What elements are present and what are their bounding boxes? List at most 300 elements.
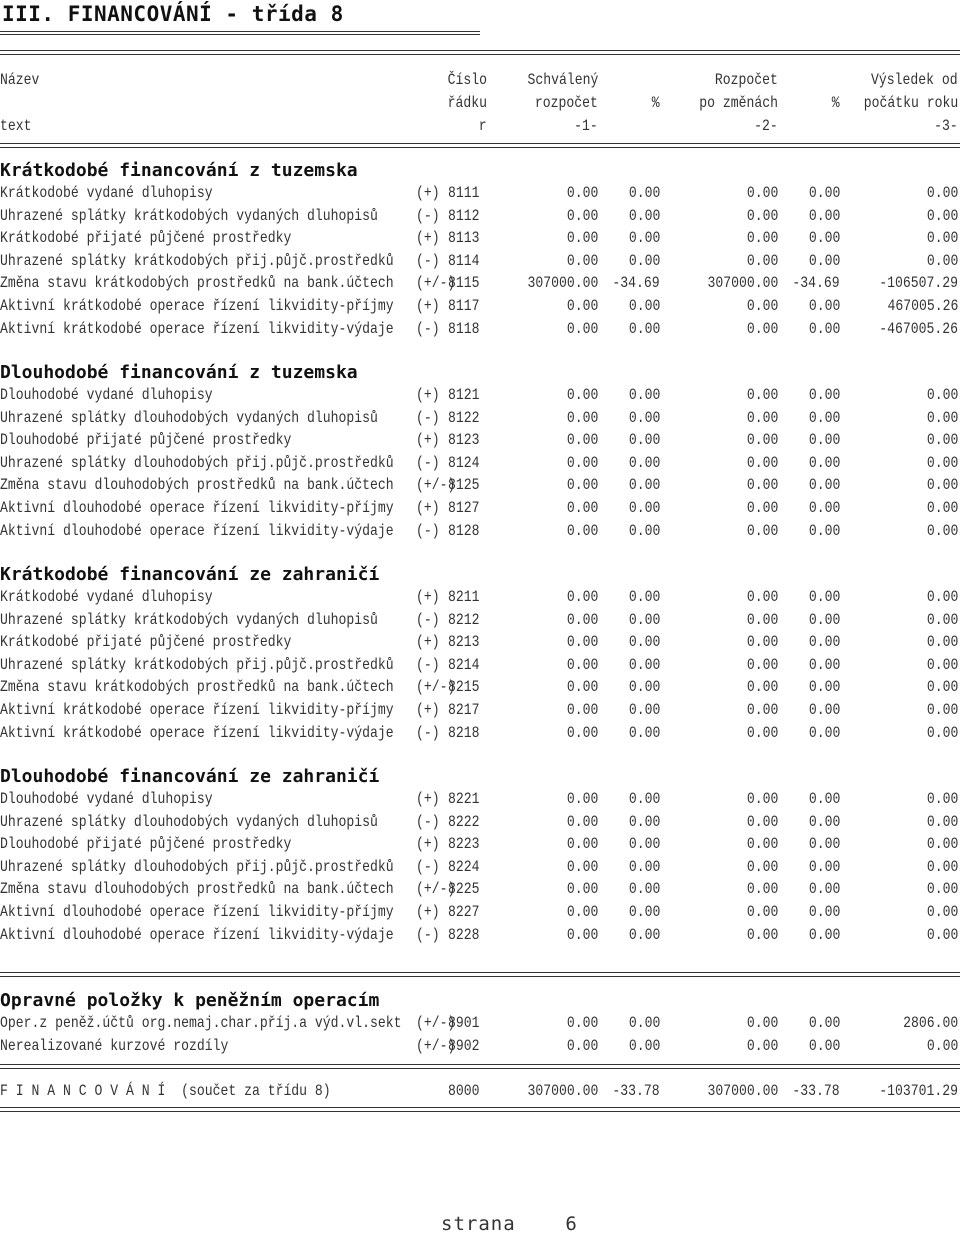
section-title: Dlouhodobé financování ze zahraničí	[0, 766, 380, 787]
row-pct-1: 0.00	[628, 409, 660, 427]
row-line-number: 8225	[448, 880, 480, 898]
row-po-zmenach: 0.00	[746, 926, 778, 944]
row-pct-1: 0.00	[628, 297, 660, 315]
row-vysledek: -106507.29	[879, 274, 958, 292]
row-schvaleny: 0.00	[566, 184, 598, 202]
table-row	[0, 452, 960, 474]
row-name: Aktivní krátkodobé operace řízení likvidity-výdaje	[0, 724, 394, 742]
row-line-number: 8118	[448, 320, 480, 338]
row-pct-1: 0.00	[628, 207, 660, 225]
header-rozpocet: Rozpočet	[715, 71, 778, 89]
total-pct-2: -33.78	[792, 1082, 840, 1100]
row-vysledek: 0.00	[926, 386, 958, 404]
row-pct-2: 0.00	[808, 184, 840, 202]
row-schvaleny: 0.00	[566, 431, 598, 449]
row-line-number: 8228	[448, 926, 480, 944]
row-vysledek: 0.00	[926, 835, 958, 853]
row-sign: (+)	[416, 499, 440, 517]
table-row	[0, 788, 960, 810]
row-sign: (-)	[416, 320, 440, 338]
table-row	[0, 609, 960, 631]
row-pct-2: 0.00	[808, 858, 840, 876]
row-line-number: 8227	[448, 903, 480, 921]
row-pct-1: 0.00	[628, 701, 660, 719]
table-row	[0, 429, 960, 451]
row-line-number: 8124	[448, 454, 480, 472]
row-pct-2: 0.00	[808, 386, 840, 404]
row-vysledek: 0.00	[926, 813, 958, 831]
row-pct-2: 0.00	[808, 633, 840, 651]
row-pct-2: 0.00	[808, 207, 840, 225]
row-vysledek: 0.00	[926, 724, 958, 742]
row-pct-1: 0.00	[628, 184, 660, 202]
row-vysledek: 0.00	[926, 409, 958, 427]
table-row	[0, 250, 960, 272]
row-schvaleny: 0.00	[566, 297, 598, 315]
row-schvaleny: 0.00	[566, 454, 598, 472]
row-schvaleny: 0.00	[566, 476, 598, 494]
row-po-zmenach: 0.00	[746, 880, 778, 898]
row-line-number: 8125	[448, 476, 480, 494]
row-po-zmenach: 0.00	[746, 252, 778, 270]
row-name: Změna stavu krátkodobých prostředků na bank.účtech	[0, 678, 394, 696]
row-sign: (+/-)	[416, 880, 456, 898]
row-schvaleny: 0.00	[566, 252, 598, 270]
row-vysledek: 0.00	[926, 903, 958, 921]
row-po-zmenach: 0.00	[746, 229, 778, 247]
row-pct-1: 0.00	[628, 229, 660, 247]
row-po-zmenach: 0.00	[746, 184, 778, 202]
table-row	[0, 856, 960, 878]
row-vysledek: 0.00	[926, 454, 958, 472]
table-row	[0, 833, 960, 855]
row-line-number: 8211	[448, 588, 480, 606]
row-pct-2: 0.00	[808, 297, 840, 315]
section-title: Krátkodobé financování ze zahraničí	[0, 564, 380, 585]
row-pct-1: 0.00	[628, 835, 660, 853]
row-pct-1: 0.00	[628, 724, 660, 742]
row-line-number: 8111	[448, 184, 480, 202]
row-pct-1: -34.69	[612, 274, 660, 292]
row-sign: (+)	[416, 835, 440, 853]
row-po-zmenach: 0.00	[746, 1037, 778, 1055]
row-schvaleny: 0.00	[566, 386, 598, 404]
row-schvaleny: 0.00	[566, 858, 598, 876]
row-name: Krátkodobé přijaté půjčené prostředky	[0, 229, 292, 247]
section-title: Krátkodobé financování z tuzemska	[0, 160, 358, 181]
row-sign: (+)	[416, 790, 440, 808]
row-schvaleny: 0.00	[566, 207, 598, 225]
row-schvaleny: 0.00	[566, 229, 598, 247]
total-label: F I N A N C O V Á N Í (součet za třídu 8)	[0, 1082, 331, 1100]
row-line-number: 8215	[448, 678, 480, 696]
header-radku: řádku	[447, 94, 487, 112]
row-pct-2: 0.00	[808, 588, 840, 606]
table-row	[0, 811, 960, 833]
table-row	[0, 699, 960, 721]
row-pct-2: 0.00	[808, 656, 840, 674]
table-row	[0, 205, 960, 227]
title-underline-2	[0, 34, 480, 35]
row-line-number: 8114	[448, 252, 480, 270]
table-row	[0, 901, 960, 923]
row-pct-1: 0.00	[628, 431, 660, 449]
table-row	[0, 722, 960, 744]
row-sign: (+)	[416, 903, 440, 921]
row-pct-1: 0.00	[628, 903, 660, 921]
header-top-rule	[0, 50, 960, 55]
row-vysledek: 0.00	[926, 229, 958, 247]
row-line-number: 8212	[448, 611, 480, 629]
row-schvaleny: 0.00	[566, 499, 598, 517]
row-sign: (+)	[416, 184, 440, 202]
row-pct-2: 0.00	[808, 678, 840, 696]
footer-label: strana	[441, 1213, 516, 1235]
row-line-number: 8121	[448, 386, 480, 404]
row-vysledek: 467005.26	[887, 297, 958, 315]
row-schvaleny: 0.00	[566, 1014, 598, 1032]
row-name: Krátkodobé vydané dluhopisy	[0, 184, 213, 202]
row-name: Dlouhodobé vydané dluhopisy	[0, 386, 213, 404]
row-sign: (+)	[416, 297, 440, 315]
row-pct-2: 0.00	[808, 611, 840, 629]
row-po-zmenach: 0.00	[746, 701, 778, 719]
row-name: Aktivní krátkodobé operace řízení likvidity-příjmy	[0, 701, 394, 719]
table-row	[0, 586, 960, 608]
total-bottom-rule	[0, 1107, 960, 1112]
row-po-zmenach: 0.00	[746, 207, 778, 225]
row-sign: (+/-)	[416, 476, 456, 494]
row-line-number: 8221	[448, 790, 480, 808]
row-vysledek: 0.00	[926, 499, 958, 517]
row-vysledek: -467005.26	[879, 320, 958, 338]
row-schvaleny: 0.00	[566, 1037, 598, 1055]
row-schvaleny: 0.00	[566, 656, 598, 674]
row-name: Uhrazené splátky krátkodobých přij.půjč.prostředků	[0, 252, 394, 270]
row-po-zmenach: 0.00	[746, 522, 778, 540]
row-pct-2: 0.00	[808, 790, 840, 808]
row-vysledek: 0.00	[926, 880, 958, 898]
row-pct-2: 0.00	[808, 880, 840, 898]
table-row	[0, 182, 960, 204]
table-row	[0, 631, 960, 653]
row-pct-1: 0.00	[628, 386, 660, 404]
row-line-number: 8117	[448, 297, 480, 315]
row-po-zmenach: 0.00	[746, 409, 778, 427]
row-sign: (-)	[416, 252, 440, 270]
row-pct-2: 0.00	[808, 1037, 840, 1055]
row-line-number: 8122	[448, 409, 480, 427]
row-pct-2: 0.00	[808, 320, 840, 338]
opravne-top-rule	[0, 972, 960, 977]
total-vysledek: -103701.29	[879, 1082, 958, 1100]
row-schvaleny: 0.00	[566, 678, 598, 696]
row-vysledek: 0.00	[926, 522, 958, 540]
row-po-zmenach: 0.00	[746, 678, 778, 696]
row-schvaleny: 0.00	[566, 790, 598, 808]
row-schvaleny: 0.00	[566, 701, 598, 719]
header-rozpocet-1: rozpočet	[535, 94, 598, 112]
row-pct-1: 0.00	[628, 813, 660, 831]
row-po-zmenach: 0.00	[746, 633, 778, 651]
row-po-zmenach: 0.00	[746, 588, 778, 606]
header-pct-2: %	[832, 94, 840, 112]
row-line-number: 8213	[448, 633, 480, 651]
row-vysledek: 2806.00	[902, 1014, 958, 1032]
row-pct-1: 0.00	[628, 588, 660, 606]
section-title: Opravné položky k peněžním operacím	[0, 990, 380, 1011]
row-pct-2: 0.00	[808, 813, 840, 831]
table-row	[0, 520, 960, 542]
row-line-number: 8223	[448, 835, 480, 853]
row-vysledek: 0.00	[926, 588, 958, 606]
row-pct-2: 0.00	[808, 1014, 840, 1032]
header-name: Název	[0, 71, 40, 89]
row-pct-1: 0.00	[628, 499, 660, 517]
row-po-zmenach: 0.00	[746, 431, 778, 449]
row-name: Uhrazené splátky krátkodobých vydaných dluhopisů	[0, 207, 378, 225]
row-line-number: 8214	[448, 656, 480, 674]
row-sign: (-)	[416, 522, 440, 540]
row-sign: (-)	[416, 409, 440, 427]
table-row	[0, 924, 960, 946]
row-line-number: 8113	[448, 229, 480, 247]
total-schvaleny: 307000.00	[527, 1082, 598, 1100]
row-line-number: 8115	[448, 274, 480, 292]
total-line-number: 8000	[448, 1082, 480, 1100]
row-pct-2: 0.00	[808, 701, 840, 719]
row-vysledek: 0.00	[926, 633, 958, 651]
row-vysledek: 0.00	[926, 476, 958, 494]
row-name: Oper.z peněž.účtů org.nemaj.char.příj.a výd.vl.sekt	[0, 1014, 402, 1032]
row-po-zmenach: 0.00	[746, 386, 778, 404]
row-pct-2: 0.00	[808, 409, 840, 427]
row-sign: (+/-)	[416, 678, 456, 696]
table-row	[0, 474, 960, 496]
row-pct-1: 0.00	[628, 633, 660, 651]
row-name: Změna stavu dlouhodobých prostředků na bank.účtech	[0, 476, 394, 494]
row-line-number: 8224	[448, 858, 480, 876]
row-pct-1: 0.00	[628, 790, 660, 808]
row-schvaleny: 307000.00	[527, 274, 598, 292]
row-schvaleny: 0.00	[566, 813, 598, 831]
row-schvaleny: 0.00	[566, 835, 598, 853]
table-row	[0, 497, 960, 519]
table-row	[0, 318, 960, 340]
row-name: Uhrazené splátky dlouhodobých přij.půjč.prostředků	[0, 858, 394, 876]
row-schvaleny: 0.00	[566, 926, 598, 944]
table-row	[0, 295, 960, 317]
header-pct-1: %	[652, 94, 660, 112]
row-name: Krátkodobé vydané dluhopisy	[0, 588, 213, 606]
header-pocatku-roku: počátku roku	[863, 94, 958, 112]
table-row	[0, 272, 960, 294]
row-pct-1: 0.00	[628, 1037, 660, 1055]
table-row	[0, 878, 960, 900]
row-name: Uhrazené splátky dlouhodobých vydaných dluhopisů	[0, 409, 378, 427]
row-po-zmenach: 0.00	[746, 813, 778, 831]
row-sign: (+)	[416, 229, 440, 247]
header-vysledek: Výsledek od	[871, 71, 958, 89]
row-schvaleny: 0.00	[566, 633, 598, 651]
row-vysledek: 0.00	[926, 656, 958, 674]
row-po-zmenach: 0.00	[746, 903, 778, 921]
row-pct-2: 0.00	[808, 454, 840, 472]
table-row	[0, 227, 960, 249]
table-row	[0, 407, 960, 429]
total-pct-1: -33.78	[612, 1082, 660, 1100]
row-vysledek: 0.00	[926, 858, 958, 876]
row-pct-2: 0.00	[808, 252, 840, 270]
row-pct-1: 0.00	[628, 858, 660, 876]
row-sign: (-)	[416, 207, 440, 225]
table-row	[0, 676, 960, 698]
row-po-zmenach: 0.00	[746, 454, 778, 472]
page-title: III. FINANCOVÁNÍ - třída 8	[2, 2, 344, 26]
row-pct-1: 0.00	[628, 611, 660, 629]
row-schvaleny: 0.00	[566, 522, 598, 540]
footer-page-number: 6	[565, 1213, 578, 1235]
row-sign: (-)	[416, 611, 440, 629]
row-pct-2: 0.00	[808, 835, 840, 853]
row-pct-1: 0.00	[628, 320, 660, 338]
row-vysledek: 0.00	[926, 184, 958, 202]
row-pct-2: 0.00	[808, 229, 840, 247]
header-po-zmenach: po změnách	[699, 94, 778, 112]
row-sign: (-)	[416, 926, 440, 944]
row-pct-2: 0.00	[808, 476, 840, 494]
row-pct-2: -34.69	[792, 274, 840, 292]
row-sign: (+)	[416, 588, 440, 606]
row-name: Uhrazené splátky krátkodobých vydaných dluhopisů	[0, 611, 378, 629]
row-vysledek: 0.00	[926, 1037, 958, 1055]
row-po-zmenach: 307000.00	[707, 274, 778, 292]
row-sign: (+/-)	[416, 1014, 456, 1032]
row-po-zmenach: 0.00	[746, 835, 778, 853]
row-pct-1: 0.00	[628, 522, 660, 540]
row-po-zmenach: 0.00	[746, 790, 778, 808]
row-pct-1: 0.00	[628, 252, 660, 270]
row-po-zmenach: 0.00	[746, 499, 778, 517]
row-schvaleny: 0.00	[566, 409, 598, 427]
row-pct-2: 0.00	[808, 431, 840, 449]
table-row	[0, 654, 960, 676]
row-name: Uhrazené splátky dlouhodobých přij.půjč.prostředků	[0, 454, 394, 472]
page-footer	[441, 1213, 578, 1235]
row-pct-1: 0.00	[628, 454, 660, 472]
row-line-number: 8901	[448, 1014, 480, 1032]
row-sign: (+)	[416, 701, 440, 719]
title-underline	[0, 31, 480, 32]
row-name: Aktivní dlouhodobé operace řízení likvidity-výdaje	[0, 926, 394, 944]
row-pct-1: 0.00	[628, 926, 660, 944]
row-schvaleny: 0.00	[566, 903, 598, 921]
table-row	[0, 1012, 960, 1034]
row-pct-1: 0.00	[628, 880, 660, 898]
row-vysledek: 0.00	[926, 678, 958, 696]
row-name: Uhrazené splátky dlouhodobých vydaných dluhopisů	[0, 813, 378, 831]
row-po-zmenach: 0.00	[746, 858, 778, 876]
header-r: r	[479, 117, 487, 135]
row-pct-1: 0.00	[628, 678, 660, 696]
row-po-zmenach: 0.00	[746, 1014, 778, 1032]
table-row	[0, 384, 960, 406]
row-line-number: 8128	[448, 522, 480, 540]
row-po-zmenach: 0.00	[746, 611, 778, 629]
row-schvaleny: 0.00	[566, 588, 598, 606]
header-col-2: -2-	[754, 117, 778, 135]
row-sign: (-)	[416, 724, 440, 742]
row-po-zmenach: 0.00	[746, 320, 778, 338]
header-col-1: -1-	[574, 117, 598, 135]
row-name: Změna stavu krátkodobých prostředků na bank.účtech	[0, 274, 394, 292]
row-po-zmenach: 0.00	[746, 297, 778, 315]
header-cislo: Číslo	[447, 71, 487, 89]
row-pct-1: 0.00	[628, 656, 660, 674]
row-po-zmenach: 0.00	[746, 476, 778, 494]
row-line-number: 8112	[448, 207, 480, 225]
row-pct-2: 0.00	[808, 499, 840, 517]
header-bottom-rule	[0, 143, 960, 148]
row-name: Změna stavu dlouhodobých prostředků na bank.účtech	[0, 880, 394, 898]
row-schvaleny: 0.00	[566, 724, 598, 742]
row-sign: (-)	[416, 454, 440, 472]
row-pct-2: 0.00	[808, 724, 840, 742]
row-line-number: 8127	[448, 499, 480, 517]
section-title: Dlouhodobé financování z tuzemska	[0, 362, 358, 383]
row-name: Aktivní dlouhodobé operace řízení likvidity-příjmy	[0, 903, 394, 921]
table-row	[0, 1035, 960, 1057]
row-vysledek: 0.00	[926, 207, 958, 225]
row-line-number: 8218	[448, 724, 480, 742]
row-pct-2: 0.00	[808, 903, 840, 921]
row-sign: (-)	[416, 813, 440, 831]
row-name: Krátkodobé přijaté půjčené prostředky	[0, 633, 292, 651]
row-name: Aktivní krátkodobé operace řízení likvidity-příjmy	[0, 297, 394, 315]
row-vysledek: 0.00	[926, 701, 958, 719]
row-po-zmenach: 0.00	[746, 724, 778, 742]
row-pct-1: 0.00	[628, 476, 660, 494]
row-vysledek: 0.00	[926, 611, 958, 629]
row-vysledek: 0.00	[926, 790, 958, 808]
row-pct-2: 0.00	[808, 926, 840, 944]
total-po-zmenach: 307000.00	[707, 1082, 778, 1100]
total-row	[0, 1080, 960, 1102]
row-vysledek: 0.00	[926, 252, 958, 270]
header-schvaleny: Schválený	[527, 71, 598, 89]
row-sign: (+/-)	[416, 1037, 456, 1055]
row-sign: (+)	[416, 633, 440, 651]
row-po-zmenach: 0.00	[746, 656, 778, 674]
row-pct-2: 0.00	[808, 522, 840, 540]
row-pct-1: 0.00	[628, 1014, 660, 1032]
header-col-3: -3-	[934, 117, 958, 135]
row-sign: (-)	[416, 656, 440, 674]
row-schvaleny: 0.00	[566, 880, 598, 898]
row-name: Aktivní dlouhodobé operace řízení likvidity-výdaje	[0, 522, 394, 540]
row-name: Aktivní krátkodobé operace řízení likvidity-výdaje	[0, 320, 394, 338]
row-name: Uhrazené splátky krátkodobých přij.půjč.prostředků	[0, 656, 394, 674]
row-sign: (-)	[416, 858, 440, 876]
row-name: Dlouhodobé přijaté půjčené prostředky	[0, 835, 292, 853]
row-line-number: 8902	[448, 1037, 480, 1055]
row-name: Nerealizované kurzové rozdíly	[0, 1037, 229, 1055]
row-vysledek: 0.00	[926, 431, 958, 449]
total-top-rule	[0, 1064, 960, 1069]
header-text: text	[0, 117, 32, 135]
row-sign: (+)	[416, 386, 440, 404]
row-sign: (+)	[416, 431, 440, 449]
